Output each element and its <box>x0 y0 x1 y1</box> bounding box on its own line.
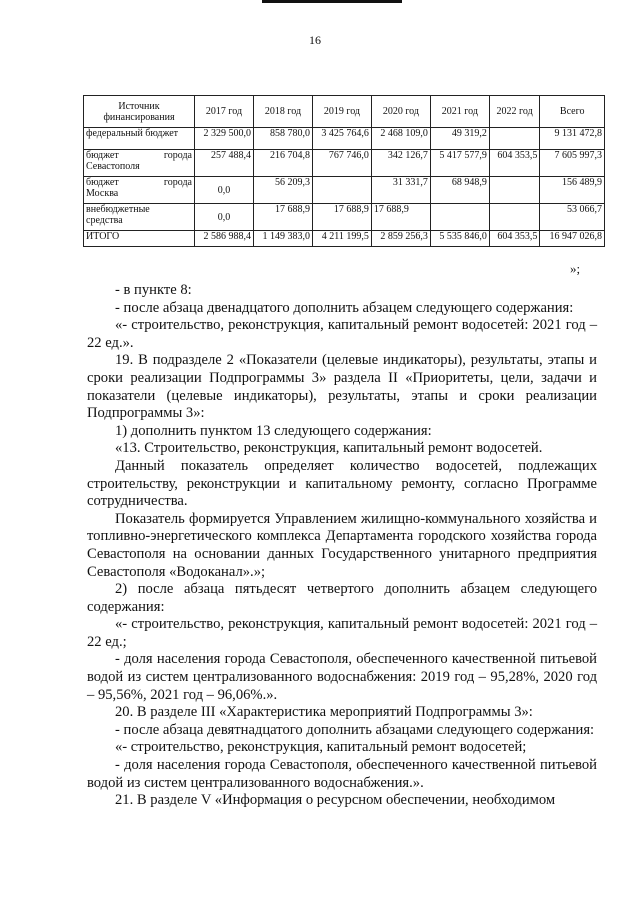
table-cell <box>430 204 489 231</box>
table-cell: 3 425 764,6 <box>312 128 371 150</box>
table-cell <box>489 204 540 231</box>
row-source <box>84 177 195 204</box>
paragraph: Показатель формируется Управлением жилищно-коммунального хозяйства и топливно-энергетического комплекса Департамента городского хозяйства города Севастополя на основании данных Государственного унитарного предприятия Севастополя «Водоканал».»; <box>87 510 597 580</box>
table-cell: 257 488,4 <box>195 150 254 177</box>
table-cell-total: 9 131 472,8 <box>540 128 605 150</box>
row-source-text: Севастополя <box>86 161 140 172</box>
table-cell: 17 688,9 <box>371 204 430 231</box>
paragraph: «- строительство, реконструкция, капитальный ремонт водосетей; <box>115 739 527 756</box>
paragraph: - доля населения города Севастополя, обеспеченного качественной питьевой водой из систем централизованного водоснабжения.». <box>87 757 597 791</box>
document-body <box>87 282 597 810</box>
table-cell <box>489 177 540 204</box>
table-row-total <box>84 231 605 247</box>
table-cell: 17 688,9 <box>253 204 312 231</box>
table-cell: 0,0 <box>195 204 254 231</box>
row-source-text: города <box>163 150 192 161</box>
paragraph: 2) после абзаца пятьдесят четвертого дополнить абзацем следующего содержания: <box>87 581 597 615</box>
row-source-text: средства <box>86 215 123 226</box>
paragraph: - в пункте 8: <box>115 282 192 298</box>
table-cell: 342 126,7 <box>371 150 430 177</box>
header-year: 2017 год <box>195 96 254 128</box>
row-source <box>84 204 195 231</box>
table-cell: 216 704,8 <box>253 150 312 177</box>
row-source <box>84 128 195 150</box>
paragraph: - после абзаца девятнадцатого дополнить абзацами следующего содержания: <box>115 721 595 738</box>
paragraph: «13. Строительство, реконструкция, капитальный ремонт водосетей. <box>115 440 543 457</box>
row-source-text: Москва <box>86 188 119 199</box>
table-cell: 2 586 988,4 <box>195 231 254 247</box>
table-cell: 767 746,0 <box>312 150 371 177</box>
header-year: 2019 год <box>312 96 371 128</box>
row-source-text: города <box>163 177 192 188</box>
table-cell: 68 948,9 <box>430 177 489 204</box>
table-cell: 1 149 383,0 <box>253 231 312 247</box>
table-cell-total: 156 489,9 <box>540 177 605 204</box>
header-year: 2022 год <box>489 96 540 128</box>
table-row <box>84 128 605 150</box>
page-number: 16 <box>309 33 321 47</box>
paragraph: 21. В разделе V «Информация о ресурсном обеспечении, необходимом <box>115 792 556 809</box>
row-source-text: ИТОГО <box>86 231 120 242</box>
table-cell: 56 209,3 <box>253 177 312 204</box>
table-cell: 2 859 256,3 <box>371 231 430 247</box>
row-source <box>84 150 195 177</box>
row-source-text: бюджет <box>86 150 119 161</box>
table-cell: 4 211 199,5 <box>312 231 371 247</box>
table-cell: 31 331,7 <box>371 177 430 204</box>
paragraph: - доля населения города Севастополя, обеспеченного качественной питьевой водой из систем централизованного водоснабжения: 2019 год – 95,28%, 2020 год – 95,56%, 2021 год – 96,06%.». <box>87 651 597 703</box>
table-cell <box>489 128 540 150</box>
table-cell-total: 7 605 997,3 <box>540 150 605 177</box>
paragraph: Данный показатель определяет количество водосетей, подлежащих строительству, реконструкции и капитальному ремонту, согласно Программе сотрудничества. <box>87 457 597 510</box>
table-header-row <box>84 96 605 128</box>
paragraph: «- строительство, реконструкция, капитальный ремонт водосетей: 2021 год – 22 ед.». <box>87 317 597 351</box>
table-cell: 5 417 577,9 <box>430 150 489 177</box>
table-cell: 2 468 109,0 <box>371 128 430 150</box>
table-cell: 2 329 500,0 <box>195 128 254 150</box>
table-cell: 858 780,0 <box>253 128 312 150</box>
row-source-text: внебюджетные <box>86 204 150 215</box>
table-cell: 0,0 <box>195 177 254 204</box>
header-year: 2018 год <box>253 96 312 128</box>
table-cell <box>312 177 371 204</box>
table-cell: 604 353,5 <box>489 231 540 247</box>
paragraph: - после абзаца двенадцатого дополнить абзацем следующего содержания: <box>115 299 574 316</box>
table-closing-quote: »; <box>570 261 581 276</box>
table-row <box>84 204 605 231</box>
paragraph: 1) дополнить пунктом 13 следующего содержания: <box>115 422 432 439</box>
row-source-text: бюджет <box>86 177 119 188</box>
table-cell-total: 53 066,7 <box>540 204 605 231</box>
table-row <box>84 150 605 177</box>
header-source: Источник финансирования <box>84 96 195 128</box>
header-year: 2020 год <box>371 96 430 128</box>
table-cell: 604 353,5 <box>489 150 540 177</box>
row-source-text: федеральный бюджет <box>86 128 179 139</box>
financing-table <box>83 95 605 247</box>
paragraph: 20. В разделе III «Характеристика мероприятий Подпрограммы 3»: <box>115 704 533 721</box>
table-cell: 5 535 846,0 <box>430 231 489 247</box>
paragraph: 19. В подразделе 2 «Показатели (целевые индикаторы), результаты, этапы и сроки реализации Подпрограммы 3» раздела II «Приоритеты, цели, задачи и показатели (целевые индикаторы), результаты, этапы и сроки реализации Подпрограммы 3»: <box>87 352 597 422</box>
table-cell: 17 688,9 <box>312 204 371 231</box>
paragraph: «- строительство, реконструкция, капитальный ремонт водосетей: 2021 год – 22 ед.; <box>87 616 597 650</box>
table-cell: 49 319,2 <box>430 128 489 150</box>
header-year: 2021 год <box>430 96 489 128</box>
header-total: Всего <box>540 96 605 128</box>
table-cell-total: 16 947 026,8 <box>540 231 605 247</box>
row-source <box>84 231 195 247</box>
top-rule <box>262 0 402 3</box>
table-row <box>84 177 605 204</box>
